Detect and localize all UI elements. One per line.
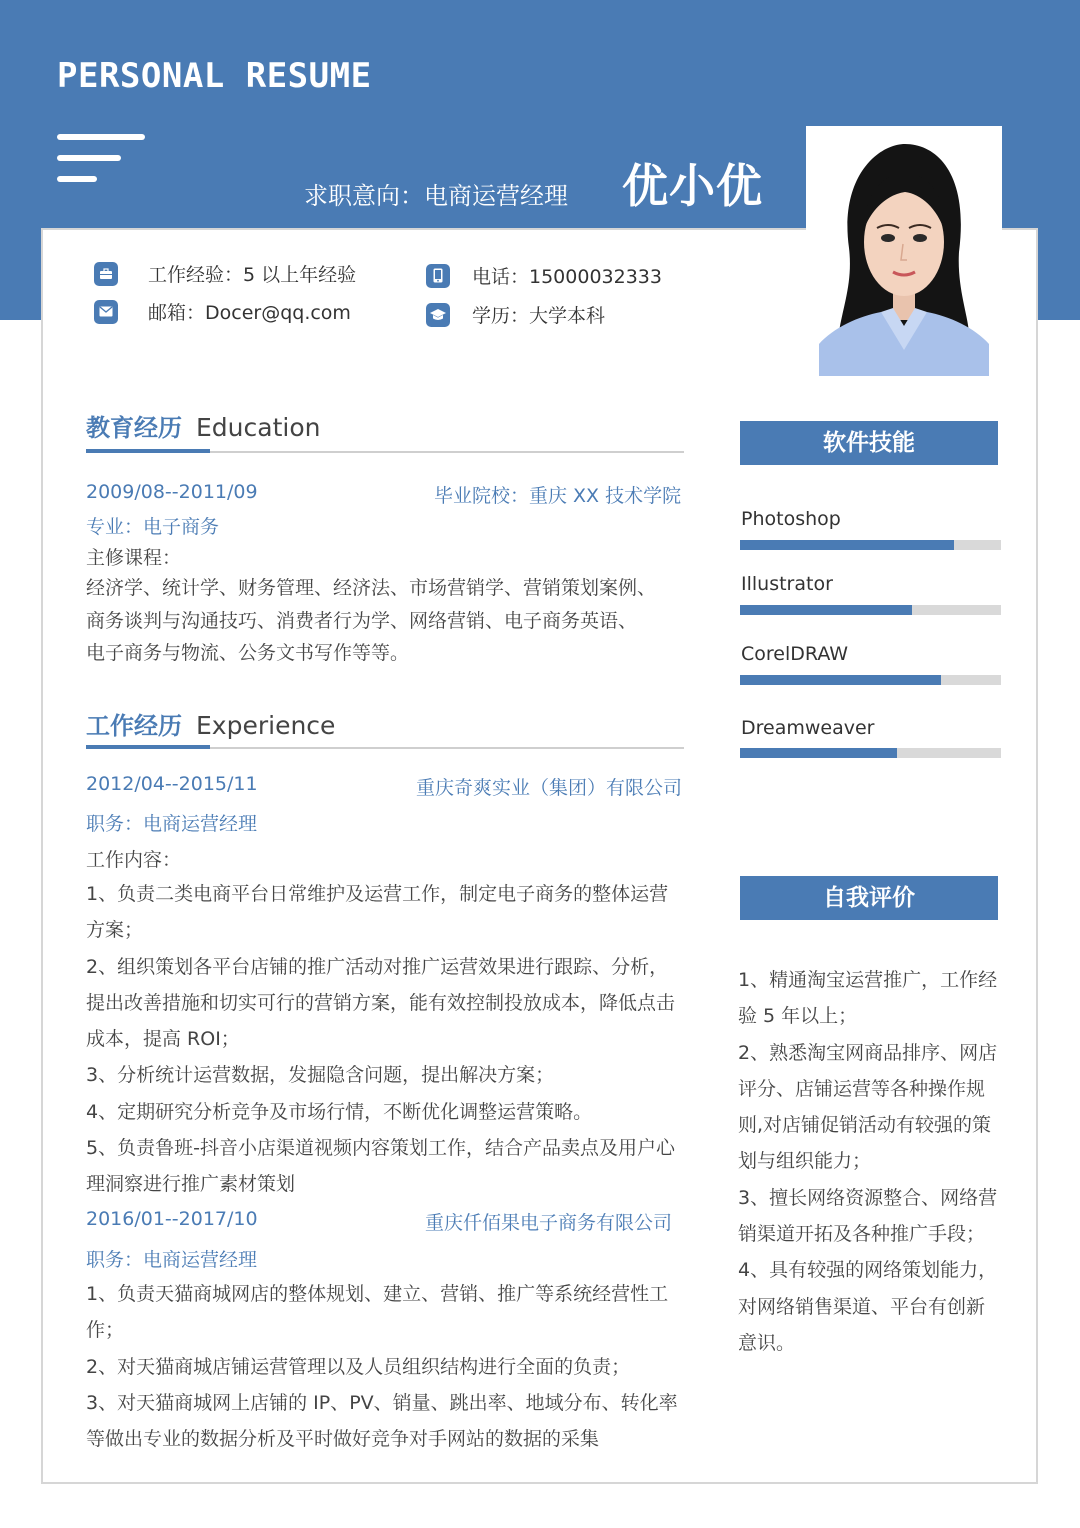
skill-fill	[740, 605, 912, 615]
self-evaluation-line: 意识。	[738, 1331, 796, 1354]
self-evaluation-header: 自我评价	[740, 876, 998, 920]
skill-name: CorelDRAW	[741, 643, 849, 665]
skill-name: Dreamweaver	[741, 717, 875, 739]
menu-icon[interactable]	[57, 134, 147, 184]
phone-icon	[426, 264, 450, 288]
job-duty-line: 成本，提高 ROI；	[86, 1028, 240, 1051]
self-evaluation-line: 评分、店铺运营等各种操作规	[738, 1077, 986, 1100]
skill-bar	[740, 605, 1001, 615]
job-objective: 求职意向：电商运营经理	[304, 182, 568, 210]
info-experience-text: 工作经验：5 以上年经验	[148, 264, 357, 286]
self-evaluation-line: 4、具有较强的网络策划能力，	[738, 1259, 998, 1282]
education-title-en: Education	[196, 413, 321, 442]
info-email	[94, 298, 351, 325]
job-duty-line: 1、负责二类电商平台日常维护及运营工作，制定电子商务的整体运营	[86, 883, 669, 905]
self-evaluation-line: 则,对店铺促销活动有较强的策	[738, 1114, 992, 1137]
job-duty-line: 3、分析统计运营数据，发掘隐含问题，提出解决方案；	[86, 1064, 555, 1087]
job-duty-line: 1、负责天猫商城网店的整体规划、建立、营销、推广等系统经营性工	[86, 1283, 669, 1305]
job-duty-line: 提出改善措施和切实可行的营销方案，能有效控制投放成本，降低点击	[86, 991, 676, 1014]
courses-line: 电子商务与物流、公务文书写作等等。	[86, 642, 410, 664]
education-heading	[86, 408, 320, 443]
education-major: 专业：电子商务	[86, 516, 220, 538]
info-phone-text: 电话：15000032333	[472, 266, 662, 288]
education-school: 毕业院校：重庆 XX 技术学院	[434, 485, 682, 507]
resume-title: PERSONAL RESUME	[57, 56, 372, 96]
graduation-cap-icon	[426, 303, 450, 327]
education-title-cn: 教育经历	[86, 414, 182, 442]
self-evaluation-text	[738, 962, 1000, 1361]
job-duty-line: 2、对天猫商城店铺运营管理以及人员组织结构进行全面的负责；	[86, 1355, 631, 1378]
self-evaluation-line: 划与组织能力；	[738, 1150, 872, 1173]
job-duty-line: 3、对天猫商城网上店铺的 IP、PV、销量、跳出率、地域分布、转化率	[86, 1391, 678, 1414]
courses-line: 商务谈判与沟通技巧、消费者行为学、网络营销、电子商务英语、	[86, 609, 638, 632]
job-content-label: 工作内容：	[86, 849, 182, 871]
skill-fill	[740, 540, 954, 550]
job-duty-line: 5、负责鲁班-抖音小店渠道视频内容策划工作，结合产品卖点及用户心	[86, 1137, 675, 1160]
job-duty-line: 理洞察进行推广素材策划	[86, 1173, 296, 1196]
courses-text	[86, 572, 686, 670]
job-duty-line: 方案；	[86, 919, 144, 942]
job-period: 2012/04--2015/11	[86, 773, 258, 795]
info-email-text: 邮箱：Docer@qq.com	[148, 302, 351, 324]
skill-fill	[740, 748, 897, 758]
job-period: 2016/01--2017/10	[86, 1208, 258, 1230]
job-duty-line: 2、组织策划各平台店铺的推广活动对推广运营效果进行跟踪、分析，	[86, 955, 669, 978]
education-period: 2009/08--2011/09	[86, 481, 258, 503]
experience-title-cn: 工作经历	[86, 712, 182, 740]
job-duty-line: 作；	[86, 1319, 125, 1342]
info-education	[426, 301, 605, 328]
job-duties	[86, 876, 686, 1203]
skill-bar	[740, 540, 1001, 550]
experience-title-en: Experience	[196, 711, 336, 740]
skill-bar	[740, 675, 1001, 685]
skill-fill	[740, 675, 941, 685]
skills-header: 软件技能	[740, 421, 998, 465]
skill-name: Photoshop	[741, 508, 841, 530]
info-education-text: 学历：大学本科	[472, 305, 606, 327]
skill-bar	[740, 748, 1001, 758]
experience-heading	[86, 706, 335, 741]
job-duties	[86, 1276, 686, 1457]
skill-name: Illustrator	[741, 573, 833, 595]
courses-label: 主修课程：	[86, 547, 182, 569]
envelope-icon	[94, 300, 118, 324]
candidate-name: 优小优	[622, 159, 763, 213]
self-evaluation-line: 2、熟悉淘宝网商品排序、网店	[738, 1041, 998, 1064]
courses-line: 经济学、统计学、财务管理、经济法、市场营销学、营销策划案例、	[86, 577, 657, 599]
info-phone	[426, 262, 662, 289]
self-evaluation-line: 3、擅长网络资源整合、网络营	[738, 1186, 998, 1209]
job-position: 职务：电商运营经理	[86, 813, 258, 835]
self-evaluation-line: 1、精通淘宝运营推广，工作经	[738, 969, 998, 991]
job-company: 重庆奇爽实业（集团）有限公司	[416, 777, 683, 799]
self-evaluation-line: 验 5 年以上；	[738, 1005, 858, 1028]
job-company: 重庆仟佰果电子商务有限公司	[425, 1212, 673, 1234]
info-experience	[94, 260, 356, 287]
briefcase-icon	[94, 262, 118, 286]
self-evaluation-line: 对网络销售渠道、平台有创新	[738, 1295, 986, 1318]
self-evaluation-line: 销渠道开拓及各种推广手段；	[738, 1223, 986, 1246]
education-divider	[86, 451, 684, 453]
job-duty-line: 4、定期研究分析竞争及市场行情，不断优化调整运营策略。	[86, 1100, 593, 1123]
job-duty-line: 等做出专业的数据分析及平时做好竞争对手网站的数据的采集	[86, 1428, 600, 1451]
photo-frame	[806, 126, 1002, 384]
experience-divider	[86, 747, 684, 749]
job-position: 职务：电商运营经理	[86, 1249, 258, 1271]
profile-photo	[819, 136, 989, 376]
